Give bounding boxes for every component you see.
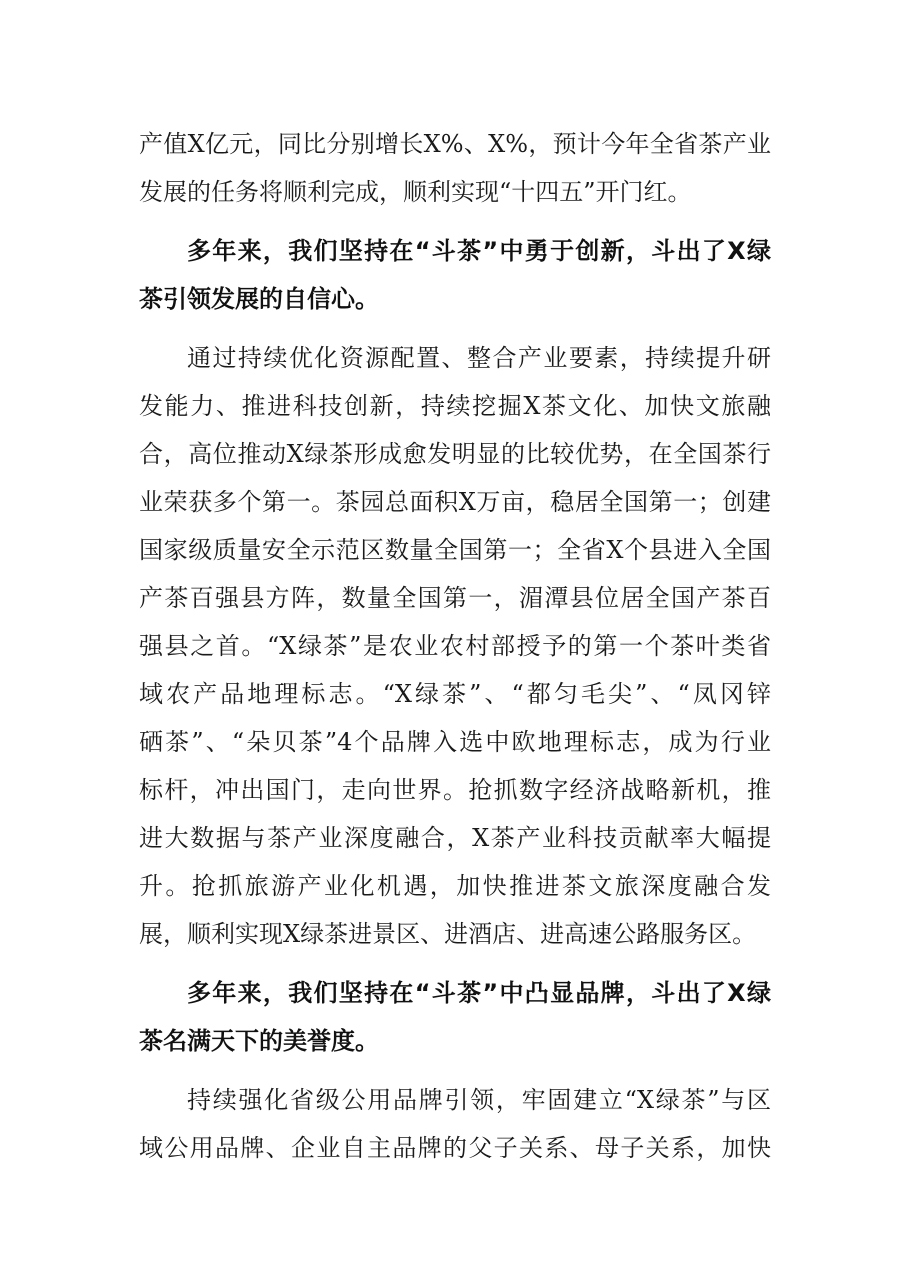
body-text-line: 产茶百强县方阵，数量全国第一，湄潭县位居全国产茶百 <box>139 584 771 612</box>
body-text-line: 业荣获多个第一。茶园总面积X万亩，稳居全国第一；创建 <box>139 488 771 516</box>
section-heading-line: 多年来，我们坚持在“斗茶”中勇于创新，斗出了X绿 <box>187 237 771 265</box>
body-text-line: 强县之首。“X绿茶”是农业农村部授予的第一个茶叶类省 <box>139 632 771 660</box>
body-text-line: 持续强化省级公用品牌引领，牢固建立“X绿茶”与区 <box>187 1086 771 1114</box>
body-text-line: 展，顺利实现X绿茶进景区、进酒店、进高速公路服务区。 <box>139 920 757 948</box>
section-heading-line: 茶名满天下的美誉度。 <box>139 1027 379 1055</box>
body-text-line: 通过持续优化资源配置、整合产业要素，持续提升研 <box>187 344 771 372</box>
body-text-line: 国家级质量安全示范区数量全国第一；全省X个县进入全国 <box>139 536 771 564</box>
body-text-line: 发能力、推进科技创新，持续挖掘X茶文化、加快文旅融 <box>139 392 771 420</box>
body-text-line: 合，高位推动X绿茶形成愈发明显的比较优势，在全国茶行 <box>139 440 771 468</box>
body-text-line: 域公用品牌、企业自主品牌的父子关系、母子关系，加快 <box>139 1134 771 1162</box>
body-text-line: 标杆，冲出国门，走向世界。抢抓数字经济战略新机，推 <box>139 776 771 804</box>
body-text-line: 产值X亿元，同比分别增长X%、X%，预计今年全省茶产业 <box>139 130 771 158</box>
body-text-line: 进大数据与茶产业深度融合，X茶产业科技贡献率大幅提 <box>139 824 771 852</box>
section-heading-line: 茶引领发展的自信心。 <box>139 285 379 313</box>
body-text-line: 硒茶”、“朵贝茶”4个品牌入选中欧地理标志，成为行业 <box>139 728 771 756</box>
body-text-line: 域农产品地理标志。“X绿茶”、“都匀毛尖”、“凤冈锌 <box>139 680 771 708</box>
body-text-line: 升。抢抓旅游产业化机遇，加快推进茶文旅深度融合发 <box>139 872 771 900</box>
body-text-line: 发展的任务将顺利完成，顺利实现“十四五”开门红。 <box>139 178 692 206</box>
section-heading-line: 多年来，我们坚持在“斗茶”中凸显品牌，斗出了X绿 <box>187 979 771 1007</box>
